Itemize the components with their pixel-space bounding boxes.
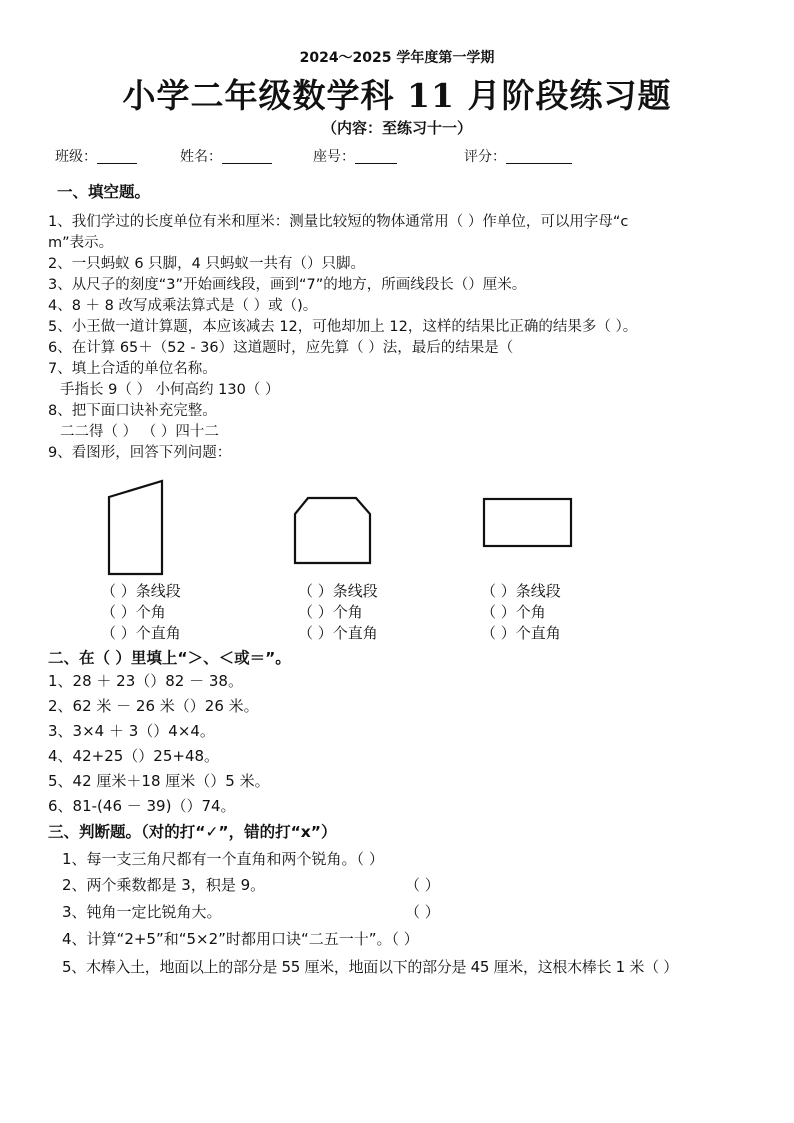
section1-title: 一、填空题。 — [57, 183, 151, 201]
s3-q2: 2、两个乘数都是 3，积是 9。 — [62, 876, 266, 894]
rectangle-shape — [478, 493, 578, 555]
score-label: 评分： — [464, 149, 506, 165]
s1-q8-sub: 二二得（ ） （ ）四十二 — [60, 424, 219, 440]
s2-q1: 1、28 ＋ 23（）82 － 38。 — [48, 672, 243, 690]
class-blank[interactable] — [97, 149, 137, 164]
s1-q1-line2: m”表示。 — [48, 235, 114, 251]
s2-q6: 6、81-(46 － 39)（）74。 — [48, 797, 236, 815]
score-field — [464, 146, 572, 166]
shape2-right-angles: （ ）个直角 — [298, 624, 378, 642]
section3-title: 三、判断题。（对的打“✓”，错的打“x”） — [48, 823, 337, 841]
s2-q2: 2、62 米 － 26 米（）26 米。 — [48, 697, 259, 715]
s1-q9: 9、看图形，回答下列问题： — [48, 445, 232, 461]
seat-label: 座号： — [313, 149, 355, 165]
s1-q1-line1: 1、我们学过的长度单位有米和厘米：测量比较短的物体通常用（ ）作单位，可以用字母“c — [48, 214, 629, 230]
score-blank[interactable] — [506, 149, 572, 164]
name-blank[interactable] — [222, 149, 272, 164]
shape3-right-angles: （ ）个直角 — [481, 624, 561, 642]
s1-q4: 4、8 ＋ 8 改写成乘法算式是（ ）或（)。 — [48, 298, 318, 314]
s3-q3-paren: （ ） — [405, 903, 440, 921]
class-label: 班级： — [55, 149, 97, 165]
shape3-segments: （ ）条线段 — [481, 582, 561, 600]
s1-q2: 2、一只蚂蚁 6 只脚，4 只蚂蚁一共有（）只脚。 — [48, 256, 366, 272]
cut-corner-shape — [288, 490, 378, 570]
s1-q8: 8、把下面口诀补充完整。 — [48, 403, 217, 419]
seat-field — [313, 146, 397, 166]
s1-q5: 5、小王做一道计算题，本应该减去 12，可他却加上 12，这样的结果比正确的结果多（ ）。 — [48, 319, 638, 335]
shape3-angles: （ ）个角 — [481, 603, 546, 621]
s3-q5: 5、木棒入土，地面以上的部分是 55 厘米，地面以下的部分是 45 厘米，这根木棒长 1 米（ ） — [62, 958, 678, 976]
shape1-segments: （ ）条线段 — [101, 582, 181, 600]
s3-q2-paren: （ ） — [405, 876, 440, 894]
name-field — [180, 146, 272, 166]
s3-q1: 1、每一支三角尺都有一个直角和两个锐角。（ ） — [62, 850, 384, 868]
s3-q3: 3、钝角一定比锐角大。 — [62, 903, 222, 921]
shape1-angles: （ ）个角 — [101, 603, 166, 621]
name-label: 姓名： — [180, 149, 222, 165]
s1-q3: 3、从尺子的刻度“3”开始画线段，画到“7”的地方，所画线段长（）厘米。 — [48, 277, 527, 293]
shape2-segments: （ ）条线段 — [298, 582, 378, 600]
school-year: 2024～2025 学年度第一学期 — [299, 50, 495, 66]
shape2-angles: （ ）个角 — [298, 603, 363, 621]
shape1-right-angles: （ ）个直角 — [101, 624, 181, 642]
s2-q3: 3、3×4 ＋ 3（）4×4。 — [48, 722, 215, 740]
section2-title: 二、在（ ）里填上“＞、＜或＝”。 — [48, 649, 291, 667]
page-subtitle: （内容：至练习十一） — [321, 119, 472, 137]
page-title: 小学二年级数学科 11 月阶段练习题 — [122, 76, 672, 115]
s1-q7-sub: 手指长 9（ ） 小何高约 130（ ） — [60, 382, 280, 398]
s2-q5: 5、42 厘米＋18 厘米（）5 米。 — [48, 772, 270, 790]
s1-q6: 6、在计算 65＋（52 - 36）这道题时，应先算（ ）法，最后的结果是（ — [48, 340, 514, 356]
trapezoid-shape — [100, 475, 175, 580]
seat-blank[interactable] — [355, 149, 397, 164]
s2-q4: 4、42+25（）25+48。 — [48, 747, 220, 765]
class-field — [55, 146, 137, 166]
s3-q4: 4、计算“2+5”和“5×2”时都用口诀“二五一十”。（ ） — [62, 930, 419, 948]
s1-q7: 7、填上合适的单位名称。 — [48, 361, 217, 377]
